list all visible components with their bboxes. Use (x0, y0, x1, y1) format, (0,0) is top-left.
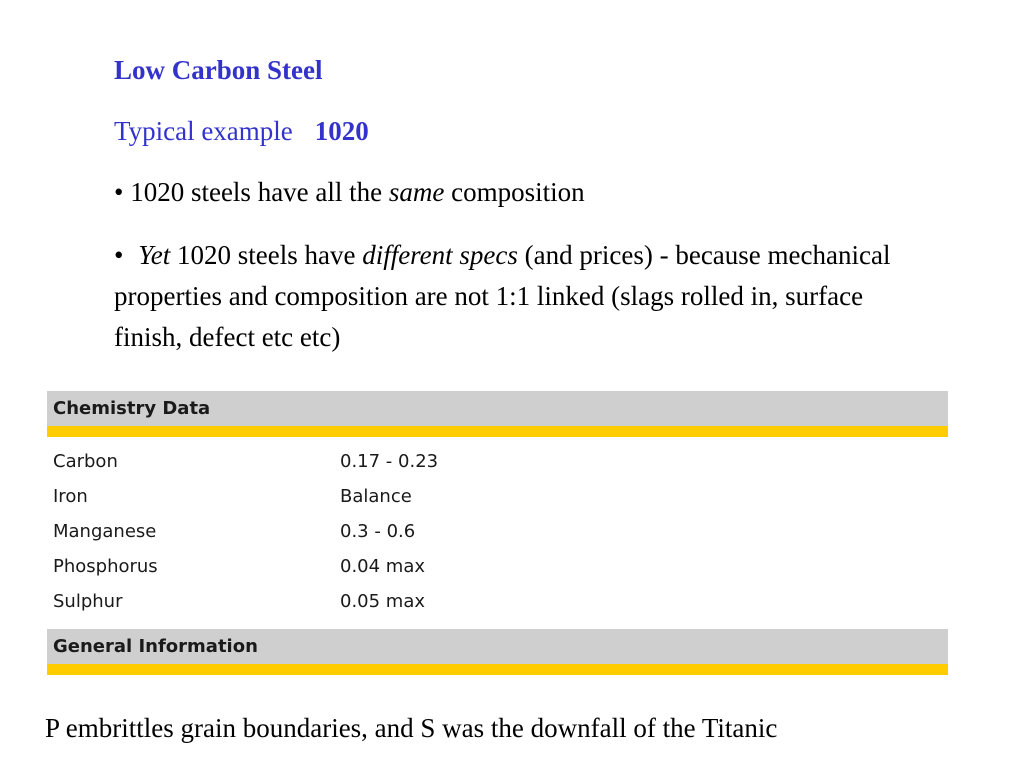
slide-caption: P embrittles grain boundaries, and S was the downfall of the Titanic (45, 713, 778, 743)
bullet1-emphasis: same (388, 177, 445, 207)
table-row (47, 514, 948, 549)
header-rule (47, 664, 948, 675)
bullet-same-composition (114, 172, 914, 213)
table-row (47, 584, 948, 619)
chemistry-table (47, 391, 948, 675)
element-value: 0.05 max (340, 591, 426, 612)
bullet2-text-b: (and prices) - because mechanical properties and composition are not 1:1 linked (slags rolled in, surface finish, defect etc etc) (114, 240, 891, 352)
element-name: Sulphur (53, 591, 123, 612)
element-name: Iron (53, 486, 88, 507)
element-name: Phosphorus (53, 556, 158, 577)
element-value: Balance (340, 486, 412, 507)
element-name: Carbon (53, 451, 118, 472)
slide-title: Low Carbon Steel (114, 55, 323, 85)
table-row (47, 444, 948, 479)
bullet1-text-b: composition (451, 177, 585, 207)
table-row (47, 479, 948, 514)
element-value: 0.17 - 0.23 (340, 451, 439, 472)
bullet-mark: • (114, 240, 124, 270)
element-value: 0.3 - 0.6 (340, 521, 416, 542)
subtitle-code: 1020 (314, 116, 369, 146)
bullet2-emphasis-specs: different specs (362, 240, 518, 270)
bullet2-text-a: 1020 steels have (176, 240, 356, 270)
chemistry-data-header: Chemistry Data (47, 391, 948, 426)
bullet1-text-a: 1020 steels have all the (130, 177, 383, 207)
table-row (47, 549, 948, 584)
chemistry-rows (47, 437, 948, 629)
bullet-different-specs (114, 235, 914, 358)
element-value: 0.04 max (340, 556, 426, 577)
element-name: Manganese (53, 521, 157, 542)
slide-subtitle (114, 111, 369, 151)
bullet-mark: • (114, 177, 124, 207)
header-rule (47, 426, 948, 437)
bullet2-emphasis-yet: Yet (138, 240, 171, 270)
subtitle-prefix: Typical example (114, 116, 293, 146)
general-information-header: General Information (47, 629, 948, 664)
